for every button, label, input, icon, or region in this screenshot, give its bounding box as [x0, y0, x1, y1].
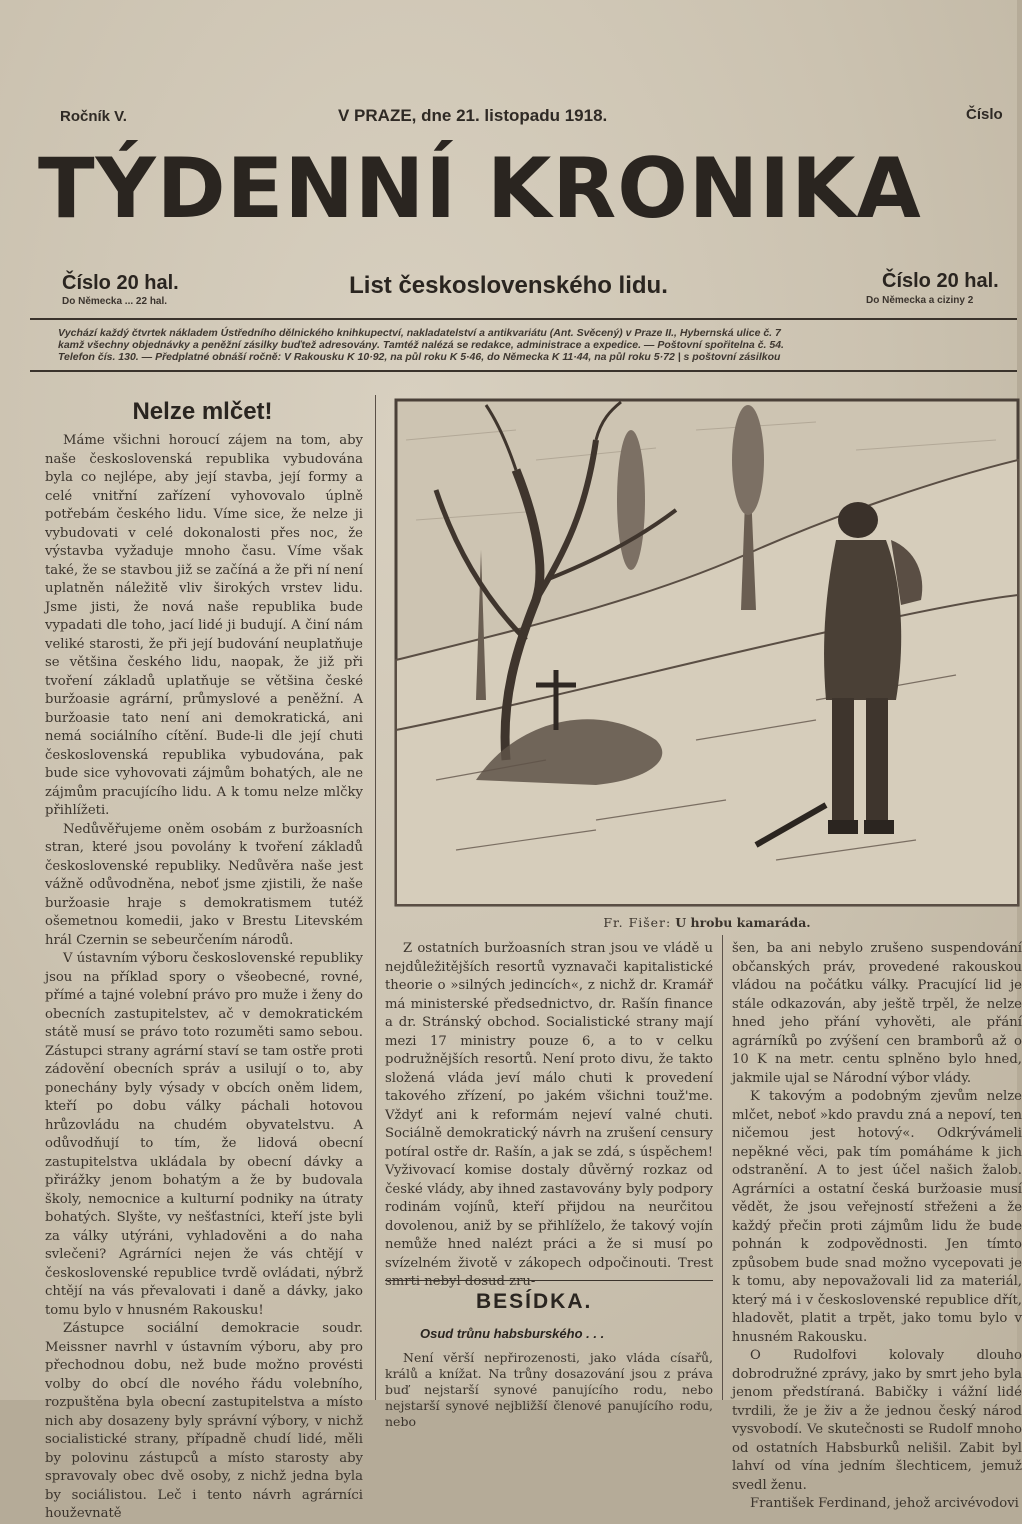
- illustration-soldier-at-grave: [396, 400, 1018, 905]
- publisher-info-line-1: Vychází každý čtvrtek nákladem Ústředního dělnického knihkupectví, nakladatelství a antikvariátu (Ant. Svěcený) v Praze II., Hybernská ulice č. 7: [58, 327, 781, 339]
- header-rule-top: [30, 318, 1017, 320]
- besidka-heading: BESÍDKA.: [476, 1290, 593, 1313]
- article-paragraph: Není věrší nepřirozenosti, jako vláda císařů, králů a knížat. Na trůny dosazování jsou z práva buď nejstarší synové panujícího rodu, nebo nejstarší synové nejbližší členové panujícího rodu, nebo: [385, 1350, 713, 1429]
- article-paragraph: František Ferdinand, jehož arcivévodovi: [750, 1496, 1019, 1511]
- volume-label: Ročník V.: [60, 108, 127, 125]
- place-date: V PRAZE, dne 21. listopadu 1918.: [338, 106, 608, 125]
- article-body-column-2: [385, 940, 713, 1289]
- issue-number-label: Číslo: [966, 106, 1003, 123]
- masthead-title: TÝDENNÍ KRONIKA: [38, 140, 922, 237]
- price-right-note: Do Německa a ciziny 2: [866, 295, 974, 306]
- article-paragraph: šen, ba ani nebylo zrušeno suspendování občanských práv, provedené rakouskou vládou na počátku války. Pracující lid je stále odkazován, aby ještě trpěl, že nelze hned jeho přání vyhověti, ale přání agrárníků po zvýšení cen bramborů až o 10 K na metr. centu splněno bylo hned, jakmile ujal se Národní výbor vlády.: [732, 941, 1022, 1086]
- engraving-drawing: [396, 400, 1018, 905]
- article-paragraph: K takovým a podobným zjevům nelze mlčet, neboť »kdo pravdu zná a nepoví, ten ničemou jest hotový«. Odkrývámeli nepěkné věci, pak tím pomáháme k jich odstranění. A to jest účel našich žalob. Agrárníci a ostatní česká buržoasie musí vědět, že jsou veřejností střeženi a že každý přečin proti zájmům lidu že bude pohnán k zodpovědnosti. Jen tímto způsobem bude snad možno vycepovati je k tomu, aby nepovažovali lid za materiál, který má i v československé republice dřít, hladovět, platit a trpět, jako tomu bylo v hnusném Rakousku.: [732, 1089, 1022, 1345]
- price-left-note: Do Německa ... 22 hal.: [62, 296, 168, 307]
- article-paragraph: Z ostatních buržoasních stran jsou ve vládě u nejdůležitějších resortů vyznavači kapitalistické theorie o »silných jedincích«, z nichž dr. Kramář má ministerské předsednictvo, dr. Rašín finance a dr. Stránský obchod. Socialistické strany mají mezi 17 ministry pouze 6, a to v celku podružnějších resortů. Není proto divu, že takto složená vláda jeví málo chuti k provedení takového zřízení, po jakém všichni touž'me. Vždyť ani k reformám nejeví valné chuti. Sociálně demokratický návrh na zrušení censury potíral ostře dr. Rašín, a jak se zdá, s úspěchem! Vyživovací komise dostaly důvěrný rozkaz od české vlády, aby ihned zastavovány byly podpory rodinám vojínů, kteří přijdou na neurčitou dovolenou, aniž by se přihlíželo, že takový vojín nemůže hned nalézt práci a že si musí po svízelném životě v zákopech odpočinouti. Trest smrti nebyl dosud zru-: [385, 941, 713, 1289]
- article-paragraph: V ústavním výboru československé republiky jsou na příklad spory o všeobecné, rovné, přímé a tajné volební právo pro muže i ženy do obecních zastupitelstev, ač v demokratickém státě musí se právo toto rozuměti samo sebou. Zástupci strany agrární staví se tam ostře proti zádovění obecních správ a usilují o to, aby ponechány byly výsady v obcích oněm lidem, kteří po dobu války páchali hotovou hrůzovládu na chudém obyvatelstvu. A odůvodňují to tím, že lidová obecní zastupitelstva ukládala by obecní dávky a přirážky jenom bohatým a že by budovala školy, nemocnice a kulturní podniky na útraty bohatých. Slyšte, vy nešťastníci, kteří jste byli za války utýráni, vyhladověni a do naha svlečeni? Agrárníci nejen že vás chtějí v československé republice tvrdě ovládati, nýbrž chtějí na vás převalovati i daně a dávky, jako tomu bylo v hnusném Rakousku!: [45, 951, 363, 1318]
- besidka-rule: [385, 1280, 713, 1281]
- publisher-info-line-2: kamž všechny objednávky a peněžní zásilky buďtež adresovány. Tamtéž nalézá se redakce, administrace a expedice. — Poštovní spořitelna č. 54.: [58, 339, 784, 351]
- besidka-subheading: Osud trůnu habsburského . . .: [420, 1326, 605, 1341]
- article-paragraph: Zástupce sociální demokracie soudr. Meissner navrhl v ústavním výboru, aby pro přechodnou dobu, než bude možno provésti volby do obcí dle nového řádu volebního, rozpuštěna byla obecní zastupitelstva a místo nich aby dosazeny byly správní výbory, v nichž socialistické strany, případně chudí lidé, měli by polovinu zástupců a místo starosty aby spravovaly obec dvě osoby, z nichž jedna byla by sociálistou. Leč i tento návrh agrárníci houževnatě: [45, 1321, 363, 1521]
- price-right: Číslo 20 hal.: [882, 270, 999, 292]
- masthead-subtitle: List československého lidu.: [349, 272, 668, 299]
- article-headline: Nelze mlčet!: [132, 398, 273, 425]
- article-paragraph: Máme všichni horoucí zájem na tom, aby naše československá republika vybudována byla co nejlépe, aby její stavba, její formy a celé vnitřní zařízení vyhovovalo úplně potřebám českého lidu. Víme sice, že nelze ji vybudovati v celé dokonalosti přes noc, že výstavba vyžaduje mnoho času. Víme však také, že se stavbou již se začíná a že při ní není uplatněn náležitě vliv širokých vrstev lidu. Jsme jisti, že nová naše republika bude vypadati dle toho, jací lidé ji budují. A činí nám veliké starosti, že při její budování neuplatňuje se většina českého lidu, naopak, že již při tvoření základů uplatňuje se většina české buržoasie agrární, průmyslové a peněžní. A buržoasie tato není ani demokratická, ani nemá sociálního cítění. Bude-li dle její chuti československá republika vybudována, pak bude sice vyhovovati zájmům bohatých, ale ne zájmům pracujícího lidu. A k tomu nelze mlčky přihlížeti.: [45, 433, 363, 818]
- article-paragraph: O Rudolfovi kolovaly dlouho dobrodružné zprávy, jako by smrt jeho byla jenom předstíraná. Babičky i vážní lidé tvrdili, že je živ a že jednou český národ vysvobodí. Ve skutečnosti se Rudolf mnoho od ostatních Habsburků nelišil. Zabit byl lahví od vína jedním šlechticem, jemuž svedl ženu.: [732, 1348, 1022, 1493]
- article-body-nelze-mlcet: [45, 432, 363, 1521]
- column-divider-2: [722, 935, 723, 1400]
- article-paragraph: Nedůvěřujeme oněm osobám z buržoasních stran, které jsou povolány k tvoření základů československé republiky. Nedůvěra naše jest vážně odůvodněna, neboť jsme zjistili, že naše buržoasie hraje s demokratismem tutéž ošemetnou komedii, jako v Brestu Litevském hrál Czernin se sebeurčením národů.: [45, 821, 363, 948]
- publisher-info-line-3: Telefon čís. 130. — Předplatné obnáší ročně: V Rakousku K 10·92, na půl roku K 5·46, do Německa K 11·44, na půl roku 5·72 | s poštovní zásilkou: [58, 351, 781, 363]
- price-left: Číslo 20 hal.: [62, 272, 179, 294]
- illustration-caption: [396, 915, 1018, 930]
- column-divider-1: [375, 395, 376, 1400]
- caption-author: Fr. Fišer:: [603, 915, 672, 930]
- besidka-body: [385, 1350, 713, 1429]
- caption-title: U hrobu kamaráda.: [675, 915, 811, 930]
- article-body-column-3: [732, 940, 1022, 1511]
- header-rule-bottom: [30, 370, 1017, 372]
